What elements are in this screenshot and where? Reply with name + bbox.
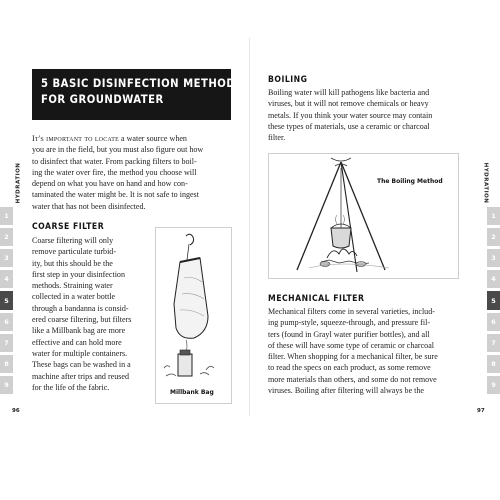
intro-line-3: to disinfect that water. From packing filters to boil-	[32, 156, 197, 166]
boiling-line: these types of materials, use a ceramic or charcoal	[268, 121, 430, 131]
title-line-2: FOR GROUNDWATER	[41, 93, 164, 106]
left-page-number: 96	[12, 408, 20, 414]
right-chapter-tabs	[487, 207, 500, 397]
chapter-tab-5-active[interactable]: 5	[0, 291, 13, 310]
mechanical-line: Mechanical filters come in several varieties, includ-	[268, 307, 435, 316]
boiling-line: filter.	[268, 133, 286, 143]
right-section-label: HYDRATION	[482, 162, 489, 204]
coarse-line: remove particulate turbid-	[32, 247, 117, 257]
chapter-tab-3[interactable]: 3	[0, 249, 13, 267]
chapter-tab-9[interactable]: 9	[487, 376, 500, 394]
chapter-tab-8[interactable]: 8	[0, 355, 13, 373]
coarse-line: effective and can hold more	[32, 337, 122, 347]
chapter-tab-9[interactable]: 9	[0, 376, 13, 394]
chapter-tab-1[interactable]: 1	[487, 207, 500, 225]
boiling-line: Boiling water will kill pathogens like bacteria and	[268, 88, 430, 97]
mechanical-line: filter. When shopping for a mechanical filter, be sure	[268, 352, 438, 362]
intro-line-1: a water source when	[119, 134, 187, 143]
boiling-paragraph	[268, 87, 464, 143]
boiling-heading: BOILING	[268, 75, 308, 85]
title-line-1: 5 BASIC DISINFECTION METHODS	[41, 77, 243, 90]
mechanical-line: to read the specs on each product, as some remove	[268, 363, 431, 373]
chapter-tab-6[interactable]: 6	[487, 313, 500, 331]
chapter-title-box	[32, 69, 243, 120]
coarse-line: water for multiple containers.	[32, 348, 128, 358]
left-section-label: HYDRATION	[15, 162, 22, 204]
intro-paragraph	[32, 133, 232, 212]
right-page-number: 97	[477, 408, 485, 414]
intro-line-5: depend on what you have on hand and how con-	[32, 179, 188, 189]
coarse-line: through a bandanna is consid-	[32, 303, 129, 313]
chapter-tab-4[interactable]: 4	[487, 270, 500, 288]
chapter-tab-3[interactable]: 3	[487, 249, 500, 267]
boiling-method-illustration	[269, 154, 458, 278]
coarse-line: ered coarse filtering, but filters	[32, 315, 132, 325]
chapter-tab-5-active[interactable]: 5	[487, 291, 500, 310]
chapter-tab-7[interactable]: 7	[487, 334, 500, 352]
coarse-line: machine after trips and reused	[32, 371, 129, 381]
mechanical-line: viruses. Boiling after filtering will always be the	[268, 386, 424, 396]
mechanical-line: of these will have some type of ceramic or charcoal	[268, 340, 435, 350]
coarse-line: Coarse filtering will only	[32, 236, 114, 245]
intro-line-4: ing the water over fire, the method you choose will	[32, 167, 197, 177]
coarse-line: These bags can be washed in a	[32, 360, 131, 370]
intro-line-2: you are in the field, but you must also figure out how	[32, 145, 204, 155]
chapter-tab-8[interactable]: 8	[487, 355, 500, 373]
millbank-bag-figure	[155, 227, 232, 404]
coarse-line: first step in your disinfection	[32, 269, 125, 279]
boiling-method-caption: The Boiling Method	[377, 178, 443, 185]
left-chapter-tabs	[0, 207, 13, 397]
coarse-line: collected in a water bottle	[32, 292, 116, 302]
coarse-filter-heading: COARSE FILTER	[32, 222, 105, 232]
mechanical-filter-heading: MECHANICAL FILTER	[268, 294, 365, 304]
intro-line-6: taminated the water might be. It is not safe to ingest	[32, 190, 199, 200]
millbank-bag-illustration	[156, 228, 231, 403]
chapter-tab-4[interactable]: 4	[0, 270, 13, 288]
intro-smallcaps: It's important to locate	[32, 134, 120, 143]
boiling-method-figure	[268, 153, 459, 279]
boiling-line: metals. If you think your water source may contain	[268, 110, 433, 120]
coarse-filter-paragraph	[32, 235, 147, 393]
boiling-line: viruses, but it will not remove chemicals or heavy	[268, 99, 429, 109]
coarse-line: ity, but this should be the	[32, 258, 113, 268]
coarse-line: like a Millbank bag are more	[32, 326, 126, 336]
chapter-tab-2[interactable]: 2	[0, 228, 13, 246]
chapter-tab-7[interactable]: 7	[0, 334, 13, 352]
intro-line-7: water that has not been disinfected.	[32, 201, 146, 211]
book-gutter	[249, 38, 250, 416]
mechanical-line: ing pump-style, squeeze-through, and pressure fil-	[268, 318, 431, 328]
mechanical-line: ters (found in Grayl water purifier bottles), and all	[268, 329, 430, 339]
coarse-line: for the life of the fabric.	[32, 382, 110, 392]
chapter-tab-2[interactable]: 2	[487, 228, 500, 246]
chapter-tab-6[interactable]: 6	[0, 313, 13, 331]
coarse-line: methods. Straining water	[32, 281, 113, 291]
millbank-bag-caption: Millbank Bag	[170, 389, 214, 396]
mechanical-line: more materials than others, and some do not remove	[268, 374, 437, 384]
chapter-tab-1[interactable]: 1	[0, 207, 13, 225]
mechanical-filter-paragraph	[268, 306, 464, 396]
